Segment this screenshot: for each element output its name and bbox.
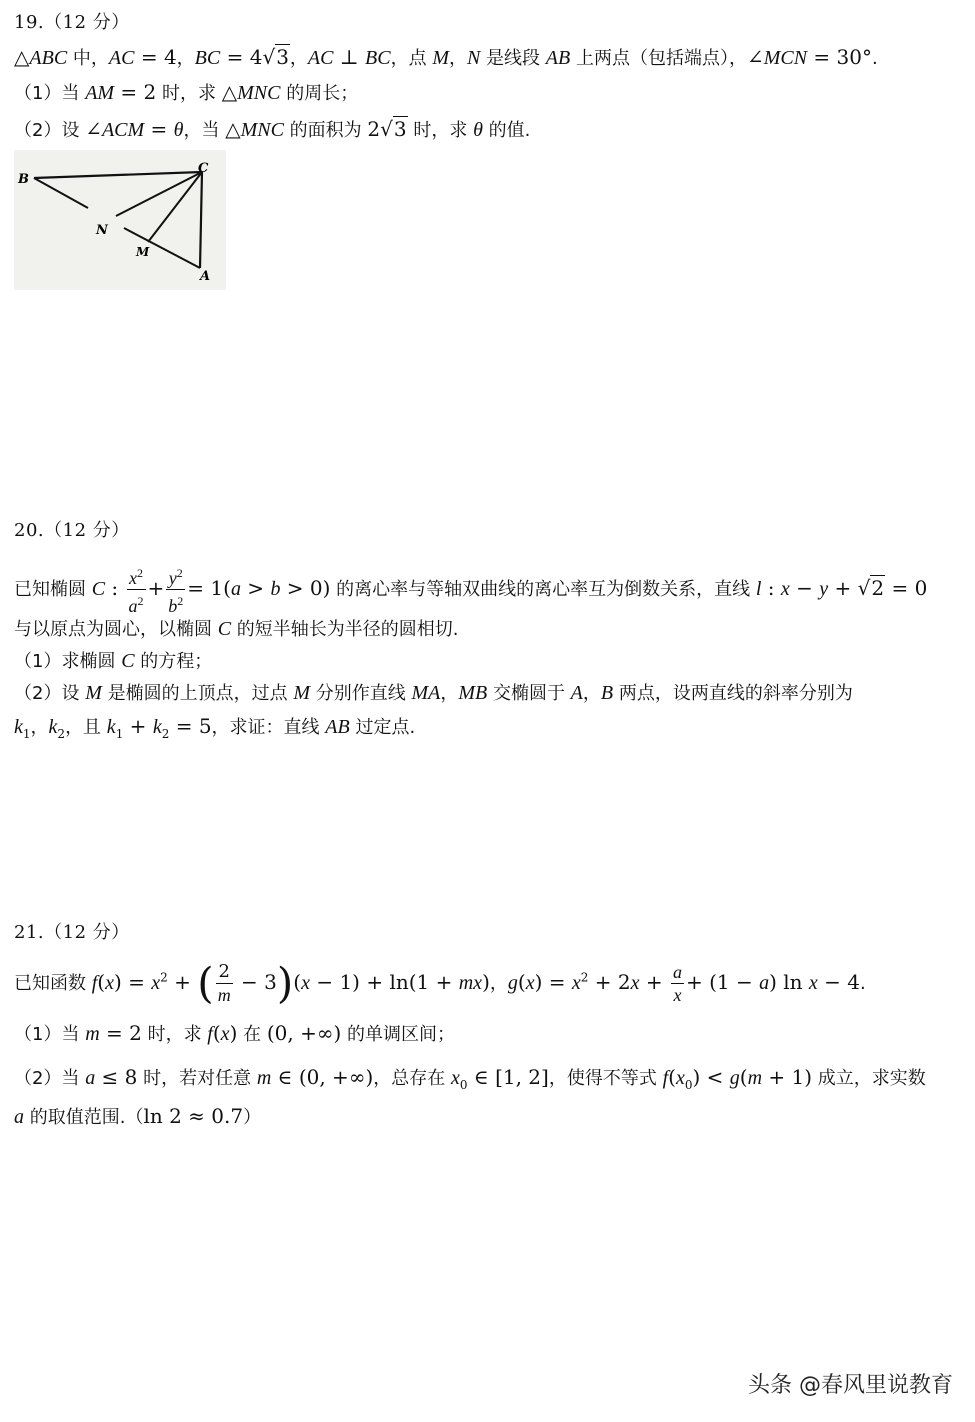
triangle-figure xyxy=(14,150,226,290)
q19-header: 19.（12 分） xyxy=(14,12,130,33)
label-m: M xyxy=(136,245,150,259)
q21-part2: （2）当 a ≤ 8 时，若对任意 m ∈ (0, +∞)，总存在 $x_0$ ∈ [1, 2]，使得不等式 $f(x_0) < g(m + 1)$ 成立，求实数 xyxy=(14,1065,926,1092)
q19-part1: （1）当 AM = 2 时，求 △MNC 的周长； xyxy=(14,80,359,104)
q20-part2b: $k_1$，$k_2$，且 $k_1 + k_2 = 5$，求证：直线 AB 过定点. xyxy=(14,714,416,741)
label-b: B xyxy=(18,172,29,187)
watermark: 头条 @春风里说教育 xyxy=(748,1373,953,1398)
q20-part1: （1）求椭圆 C 的方程； xyxy=(14,650,213,672)
q19-part2: （2）设 ∠ACM = θ，当 △MNC 的面积为 2√3 时，求 θ 的值. xyxy=(14,117,531,141)
q19-stem: △ABC 中，AC = 4，BC = 4√3，AC ⊥ BC，点 M，N 是线段 AB 上两点（包括端点），∠MCN = 30°. xyxy=(14,45,878,69)
q20-stem: 已知椭圆 C : $\frac{x^2}{a^2}$ + $\frac{y^2}{b^2}$ = 1(a > b > 0) 的离心率与等轴双曲线的离心率互为倒数关系，直线 l : x − y + √2 = 0 xyxy=(14,562,959,617)
q21-part2b: a 的取值范围.（ln 2 ≈ 0.7） xyxy=(14,1104,262,1128)
q21-header: 21.（12 分） xyxy=(14,922,130,943)
label-a: A xyxy=(200,269,211,284)
q21-part1: （1）当 m = 2 时，求 f(x) 在 (0, +∞) 的单调区间； xyxy=(14,1021,456,1045)
q20-stem2: 与以原点为圆心，以椭圆 C 的短半轴长为半径的圆相切. xyxy=(14,618,459,640)
q21-stem: 已知函数 $f(x) = x^2$ + ( $\frac{2}{m}$ − 3)(x − 1) + ln(1 + mx)，$g(x) = x^2 + 2x$ + $\frac{a}{x}$ + (1 − a) ln x − 4. xyxy=(14,958,866,1008)
label-n: N xyxy=(96,223,108,238)
q20-part2: （2）设 M 是椭圆的上顶点，过点 M 分别作直线 MA，MB 交椭圆于 A，B 两点，设两直线的斜率分别为 xyxy=(14,682,853,704)
q20-header: 20.（12 分） xyxy=(14,520,130,541)
label-c: C xyxy=(198,161,209,176)
triangle-diagram xyxy=(14,150,226,290)
